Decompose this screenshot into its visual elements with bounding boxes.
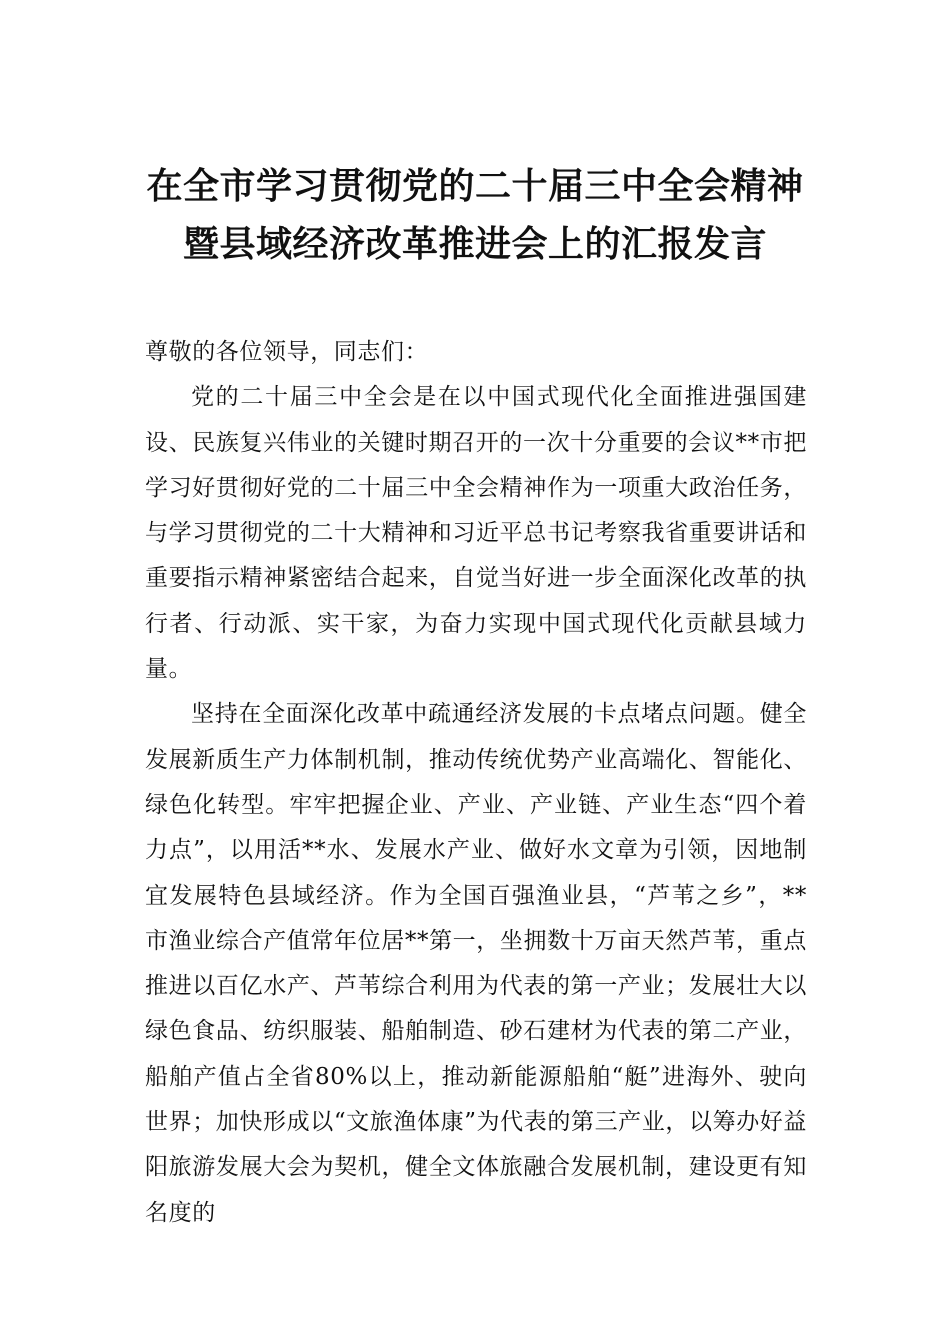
document-title [0, 158, 950, 274]
paragraph-1: 党的二十届三中全会是在以中国式现代化全面推进强国建设、民族复兴伟业的关键时期召开的一次十分重要的会议**市把学习好贯彻好党的二十届三中全会精神作为一项重大政治任务，与学习贯彻党的二十大精神和习近平总书记考察我省重要讲话和重要指示精神紧密结合起来，自觉当好进一步全面深化改革的执行者、行动派、实干家，为奋力实现中国式现代化贡献县域力量。 [145, 384, 807, 683]
document-body [145, 330, 807, 1236]
paragraph-2: 坚持在全面深化改革中疏通经济发展的卡点堵点问题。健全发展新质生产力体制机制，推动传统优势产业高端化、智能化、绿色化转型。牢牢把握企业、产业、产业链、产业生态“四个着力点”，以用活**水、发展水产业、做好水文章为引领，因地制宜发展特色县域经济。作为全国百强渔业县，“芦苇之乡”，**市渔业综合产值常年位居**第一，坐拥数十万亩天然芦苇，重点推进以百亿水产、芦苇综合利用为代表的第一产业；发展壮大以绿色食品、纺织服装、船舶制造、砂石建材为代表的第二产业，船舶产值占全省80%以上，推动新能源船舶“艇”进海外、驶向世界；加快形成以“文旅渔体康”为代表的第三产业，以筹办好益阳旅游发展大会为契机，健全文体旅融合发展机制，建设更有知名度的 [145, 701, 807, 1226]
title-line-1: 在全市学习贯彻党的二十届三中全会精神 [146, 166, 804, 207]
salutation: 尊敬的各位领导，同志们： [145, 339, 429, 365]
title-line-2: 暨县域经济改革推进会上的汇报发言 [182, 224, 767, 265]
